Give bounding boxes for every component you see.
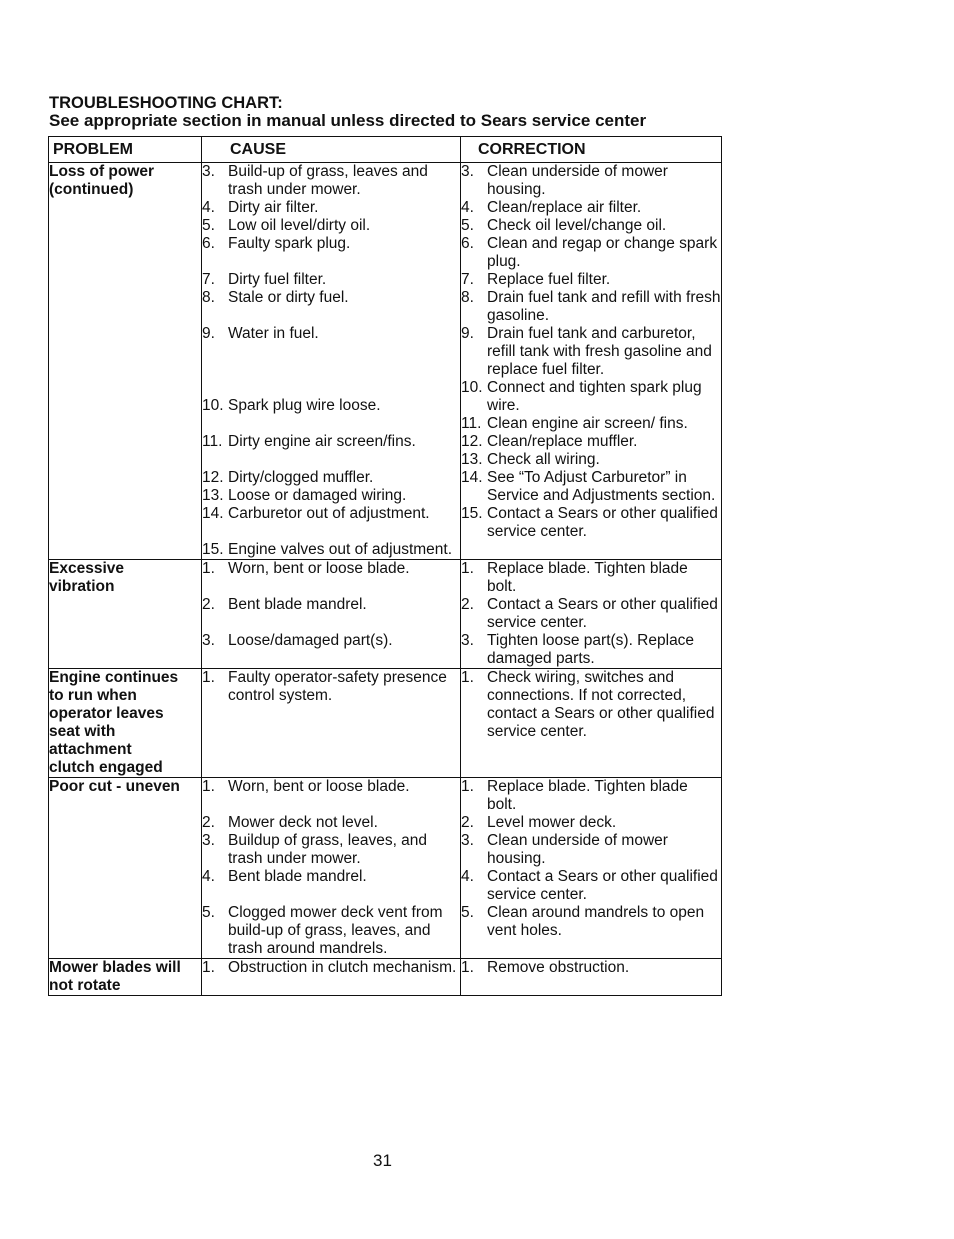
cause-number: 12. [202, 469, 224, 486]
correction-item [461, 199, 721, 217]
page-title: TROUBLESHOOTING CHART: [49, 94, 283, 112]
cause-text: Engine valves out of adjustment. [228, 541, 453, 558]
correction-text: Clean around mandrels to open vent holes. [487, 904, 705, 939]
correction-text: Check wiring, switches and connections. If not corrected, contact a Sears or other qualified service center. [487, 669, 715, 740]
cause-cell [202, 959, 461, 996]
problem-text: Loss of power [49, 163, 155, 180]
cause-text: Obstruction in clutch mechanism. [228, 959, 457, 976]
cause-text: Worn, bent or loose blade. [228, 778, 410, 795]
spacer [202, 307, 460, 325]
spacer [202, 415, 460, 433]
spacer [202, 361, 460, 379]
cause-item [202, 469, 460, 487]
correction-number: 3. [461, 832, 474, 849]
cause-item [202, 289, 460, 307]
cause-text: Dirty air filter. [228, 199, 319, 216]
correction-cell [461, 669, 722, 778]
table-row [49, 163, 722, 560]
correction-item [461, 469, 721, 505]
correction-text: Connect and tighten spark plug wire. [487, 379, 702, 414]
correction-number: 15. [461, 505, 483, 522]
correction-cell [461, 560, 722, 669]
cause-item [202, 778, 460, 796]
correction-item [461, 163, 721, 199]
correction-text: Replace blade. Tighten blade bolt. [487, 560, 688, 595]
cause-number: 3. [202, 163, 215, 180]
cause-item [202, 868, 460, 886]
correction-text: Contact a Sears or other qualified service center. [487, 505, 718, 540]
correction-text: Replace fuel filter. [487, 271, 611, 288]
correction-text: Clean/replace muffler. [487, 433, 638, 450]
cause-text: Loose or damaged wiring. [228, 487, 407, 504]
correction-number: 5. [461, 217, 474, 234]
correction-number: 2. [461, 814, 474, 831]
correction-item [461, 904, 721, 940]
correction-number: 14. [461, 469, 483, 486]
correction-number: 6. [461, 235, 474, 252]
correction-text: Check oil level/change oil. [487, 217, 667, 234]
cause-text: Clogged mower deck vent from build-up of grass, leaves, and trash around mandrels. [228, 904, 443, 957]
correction-item [461, 451, 721, 469]
problem-cell [49, 163, 202, 560]
troubleshooting-table [48, 136, 722, 996]
correction-item [461, 560, 721, 596]
correction-item [461, 415, 721, 433]
correction-number: 1. [461, 669, 474, 686]
correction-item [461, 959, 721, 977]
problem-text: Engine continues [49, 669, 179, 686]
spacer [202, 578, 460, 596]
cause-text: Water in fuel. [228, 325, 319, 342]
cause-text: Buildup of grass, leaves, and trash under mower. [228, 832, 428, 867]
spacer [202, 614, 460, 632]
page-number: 31 [373, 1151, 392, 1170]
cause-number: 1. [202, 669, 215, 686]
correction-number: 4. [461, 868, 474, 885]
cause-item [202, 632, 460, 650]
problem-cell [49, 669, 202, 778]
table-header-row [49, 137, 722, 163]
cause-text: Build-up of grass, leaves and trash under mower. [228, 163, 428, 198]
correction-text: Contact a Sears or other qualified service center. [487, 596, 718, 631]
correction-cell [461, 163, 722, 560]
correction-item [461, 814, 721, 832]
correction-text: Clean/replace air filter. [487, 199, 642, 216]
cause-number: 4. [202, 868, 215, 885]
cause-item [202, 669, 460, 705]
correction-item [461, 632, 721, 668]
cause-item [202, 505, 460, 523]
problem-text: operator leaves [49, 705, 164, 722]
correction-text: Level mower deck. [487, 814, 617, 831]
cause-item [202, 271, 460, 289]
table-row [49, 669, 722, 778]
correction-item [461, 832, 721, 868]
correction-cell [461, 778, 722, 959]
correction-item [461, 379, 721, 415]
correction-text: Clean underside of mower housing. [487, 832, 668, 867]
problem-text: to run when [49, 687, 137, 704]
cause-number: 15. [202, 541, 224, 558]
cause-cell [202, 163, 461, 560]
cause-item [202, 217, 460, 235]
cause-number: 8. [202, 289, 215, 306]
cause-item [202, 832, 460, 868]
problem-text: Excessive [49, 560, 124, 577]
correction-item [461, 289, 721, 325]
cause-cell [202, 778, 461, 959]
correction-text: Clean engine air screen/ fins. [487, 415, 688, 432]
correction-text: Drain fuel tank and carburetor, refill tank with fresh gasoline and replace fuel filter. [487, 325, 712, 378]
correction-item [461, 325, 721, 379]
correction-item [461, 235, 721, 271]
correction-number: 3. [461, 163, 474, 180]
cause-text: Dirty engine air screen/fins. [228, 433, 416, 450]
cause-number: 5. [202, 217, 215, 234]
problem-text: Mower blades will [49, 959, 181, 976]
correction-text: See “To Adjust Carburetor” in Service and Adjustments section. [487, 469, 716, 504]
correction-cell [461, 959, 722, 996]
cause-item [202, 397, 460, 415]
spacer [202, 523, 460, 541]
cause-item [202, 596, 460, 614]
correction-item [461, 433, 721, 451]
correction-number: 1. [461, 959, 474, 976]
cause-text: Bent blade mandrel. [228, 868, 367, 885]
correction-item [461, 505, 721, 541]
correction-text: Clean underside of mower housing. [487, 163, 668, 198]
table-row [49, 959, 722, 996]
problem-cell [49, 959, 202, 996]
problem-text: clutch engaged [49, 759, 163, 776]
correction-number: 12. [461, 433, 483, 450]
cause-number: 10. [202, 397, 224, 414]
cause-item [202, 199, 460, 217]
problem-text: vibration [49, 578, 115, 595]
cause-number: 7. [202, 271, 215, 288]
cause-number: 11. [202, 433, 223, 450]
correction-number: 1. [461, 778, 474, 795]
cause-number: 14. [202, 505, 224, 522]
cause-text: Faulty spark plug. [228, 235, 351, 252]
correction-text: Contact a Sears or other qualified service center. [487, 868, 718, 903]
cause-item [202, 541, 460, 559]
cause-text: Dirty fuel filter. [228, 271, 327, 288]
correction-item [461, 778, 721, 814]
cause-item [202, 959, 460, 977]
correction-number: 8. [461, 289, 474, 306]
cause-number: 3. [202, 832, 215, 849]
correction-item [461, 669, 721, 741]
cause-item [202, 560, 460, 578]
correction-item [461, 868, 721, 904]
correction-number: 4. [461, 199, 474, 216]
correction-number: 7. [461, 271, 474, 288]
cause-text: Loose/damaged part(s). [228, 632, 393, 649]
problem-text: not rotate [49, 977, 121, 994]
cause-item [202, 904, 460, 958]
cause-number: 2. [202, 814, 215, 831]
correction-number: 10. [461, 379, 483, 396]
cause-number: 1. [202, 778, 215, 795]
cause-item [202, 325, 460, 343]
correction-number: 1. [461, 560, 474, 577]
spacer [202, 796, 460, 814]
correction-text: Remove obstruction. [487, 959, 630, 976]
cause-number: 9. [202, 325, 215, 342]
header-cause: CAUSE [202, 137, 461, 163]
cause-number: 6. [202, 235, 215, 252]
cause-item [202, 814, 460, 832]
problem-text: seat with [49, 723, 116, 740]
cause-number: 13. [202, 487, 224, 504]
spacer [202, 451, 460, 469]
cause-cell [202, 669, 461, 778]
cause-item [202, 433, 460, 451]
problem-text: (continued) [49, 181, 134, 198]
correction-text: Clean and regap or change spark plug. [487, 235, 718, 270]
problem-text: attachment [49, 741, 132, 758]
cause-cell [202, 560, 461, 669]
correction-number: 11. [461, 415, 482, 432]
correction-text: Drain fuel tank and refill with fresh gasoline. [487, 289, 721, 324]
table-row [49, 778, 722, 959]
correction-text: Check all wiring. [487, 451, 600, 468]
problem-cell [49, 560, 202, 669]
page-subtitle: See appropriate section in manual unless directed to Sears service center [49, 111, 647, 130]
problem-cell [49, 778, 202, 959]
cause-text: Bent blade mandrel. [228, 596, 367, 613]
problem-text: Poor cut - uneven [49, 778, 180, 795]
cause-item [202, 163, 460, 199]
correction-item [461, 596, 721, 632]
correction-text: Tighten loose part(s). Replace damaged parts. [487, 632, 695, 667]
cause-text: Mower deck not level. [228, 814, 378, 831]
cause-text: Worn, bent or loose blade. [228, 560, 410, 577]
correction-number: 2. [461, 596, 474, 613]
header-correction: CORRECTION [461, 137, 722, 163]
correction-number: 3. [461, 632, 474, 649]
cause-number: 3. [202, 632, 215, 649]
cause-item [202, 235, 460, 253]
correction-number: 9. [461, 325, 474, 342]
cause-text: Low oil level/dirty oil. [228, 217, 371, 234]
cause-text: Stale or dirty fuel. [228, 289, 349, 306]
correction-text: Replace blade. Tighten blade bolt. [487, 778, 688, 813]
cause-number: 4. [202, 199, 215, 216]
cause-text: Spark plug wire loose. [228, 397, 381, 414]
cause-number: 1. [202, 959, 215, 976]
cause-number: 2. [202, 596, 215, 613]
table-body [49, 163, 722, 996]
cause-text: Faulty operator-safety presence control system. [228, 669, 447, 704]
cause-text: Dirty/clogged muffler. [228, 469, 374, 486]
spacer [202, 886, 460, 904]
spacer [202, 343, 460, 361]
table-row [49, 560, 722, 669]
cause-number: 5. [202, 904, 215, 921]
cause-text: Carburetor out of adjustment. [228, 505, 430, 522]
cause-item [202, 487, 460, 505]
correction-number: 5. [461, 904, 474, 921]
header-problem: PROBLEM [49, 137, 202, 163]
correction-number: 13. [461, 451, 483, 468]
correction-item [461, 217, 721, 235]
cause-number: 1. [202, 560, 215, 577]
spacer [202, 253, 460, 271]
spacer [202, 379, 460, 397]
correction-item [461, 271, 721, 289]
